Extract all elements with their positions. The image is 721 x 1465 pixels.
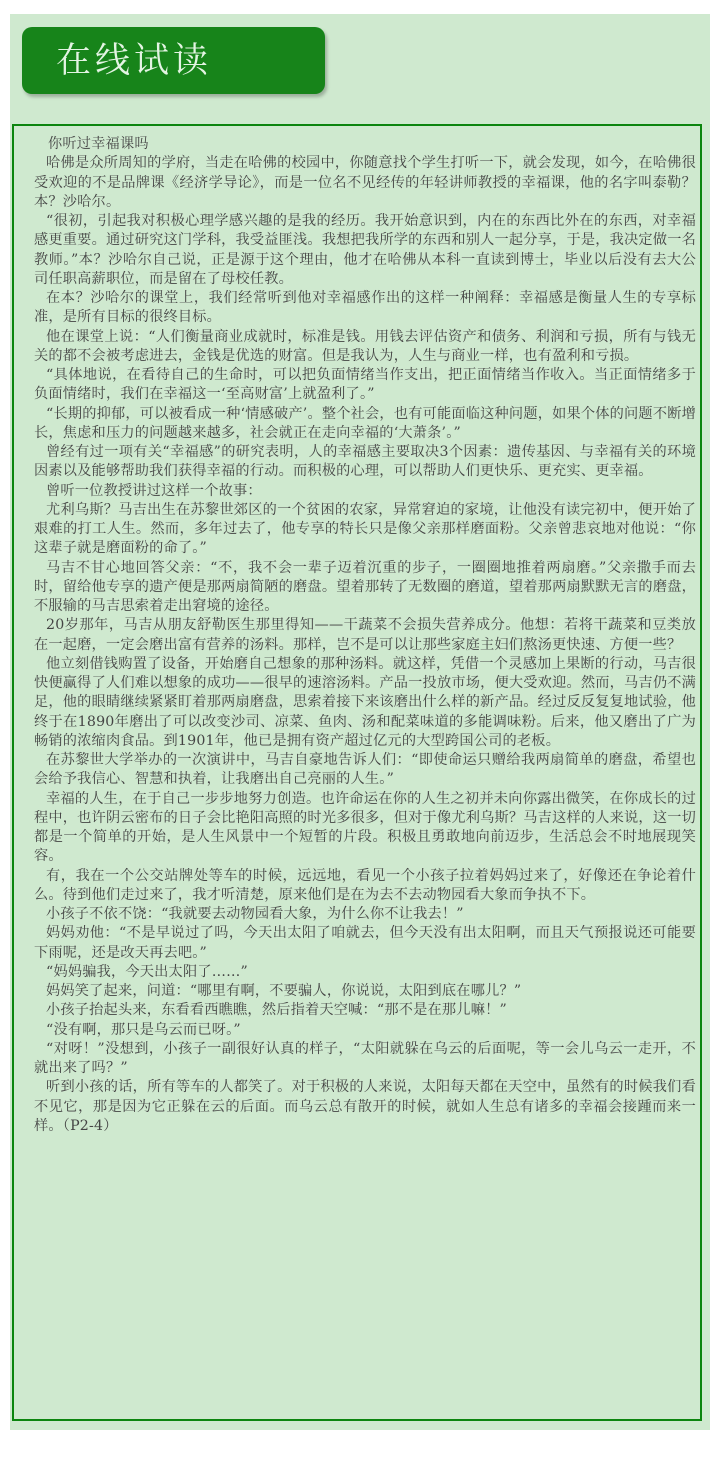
article-paragraph: “没有啊，那只是乌云而已呀。” [46,1021,241,1038]
article-paragraph: “对呀！”没想到，小孩子一副很好认真的样子，“太阳就躲在乌云的后面呢，等一会儿乌云一走开，不就出来了吗？” [34,1040,696,1076]
article-paragraph: “具体地说，在看待自己的生命时，可以把负面情绪当作支出，把正面情绪当作收入。当正面情绪多于负面情绪时，我们在幸福这一‘至高财富’上就盈利了。” [34,367,696,403]
online-reading-banner [22,27,325,94]
article-paragraph: 幸福的人生，在于自己一步步地努力创造。也许命运在你的人生之初并未向你露出微笑，在你成长的过程中，也许阴云密布的日子会比艳阳高照的时光多很多，但对于像尤利乌斯？马吉这样的人来说，这一切都是一个简单的开始，是人生风景中一个短暂的片段。积极且勇敢地向前迈步，生活总会不时地展现笑容。 [34,790,696,865]
article-paragraph: 他在课堂上说：“人们衡量商业成就时，标准是钱。用钱去评估资产和债务、利润和亏损，所有与钱无关的都不会被考虑进去，金钱是优选的财富。但是我认为，人生与商业一样，也有盈利和亏损。 [34,328,696,364]
article-paragraph: 有，我在一个公交站牌处等车的时候，远远地，看见一个小孩子拉着妈妈过来了，好像还在争论着什么。待到他们走过来了，我才听清楚，原来他们是在为去不去动物园看大象而争执不下。 [34,867,696,903]
article-paragraph: “长期的抑郁，可以被看成一种‘情感破产’。整个社会，也有可能面临这种问题，如果个体的问题不断增长，焦虑和压力的问题越来越多，社会就正在走向幸福的‘大萧条’。” [34,405,696,441]
article-paragraph: 尤利乌斯？马吉出生在苏黎世郊区的一个贫困的农家，异常窘迫的家境，让他没有读完初中，便开始了艰难的打工人生。然而，多年过去了，他专享的特长只是像父亲那样磨面粉。父亲曾悲哀地对他说：“你这辈子就是磨面粉的命了。” [34,501,696,557]
article-paragraph: 听到小孩的话，所有等车的人都笑了。对于积极的人来说，太阳每天都在天空中，虽然有的时候我们看不见它，那是因为它正躲在云的后面。而乌云总有散开的时候，就如人生总有诸多的幸福会接踵而来一样。（P2-4） [34,1079,696,1134]
article-paragraph: 20岁那年，马吉从朋友舒勒医生那里得知——干蔬菜不会损失营养成分。他想：若将干蔬菜和豆类放在一起磨，一定会磨出富有营养的汤料。那样，岂不是可以让那些家庭主妇们熬汤更快速、方便一些？ [34,617,696,653]
article-paragraph: 妈妈劝他：“不是早说过了吗，今天出太阳了咱就去，但今天没有出太阳啊，而且天气预报说还可能要下雨呢，还是改天再去吧。” [34,925,696,961]
article-box [12,124,702,1421]
article-paragraph: 你听过幸福课吗 [48,136,149,152]
article-paragraph: 在本？沙哈尔的课堂上，我们经常听到他对幸福感作出的这样一种阐释：幸福感是衡量人生的专享标准，是所有目标的很终目标。 [34,290,696,326]
article-paragraph: 在苏黎世大学举办的一次演讲中，马吉自豪地告诉人们：“即使命运只赠给我两扇简单的磨盘，希望也会给予我信心、智慧和执着，让我磨出自己亮丽的人生。” [34,752,696,788]
article-paragraph: 小孩子不依不饶：“我就要去动物园看大象，为什么你不让我去！” [46,906,464,922]
article-paragraph: 哈佛是众所周知的学府，当走在哈佛的校园中，你随意找个学生打听一下，就会发现，如今，在哈佛很受欢迎的不是品牌课《经济学导论》，而是一位名不见经传的年轻讲师教授的幸福课，他的名字叫泰勒？本？沙哈尔。 [34,155,696,210]
article-paragraph: “很初，引起我对积极心理学感兴趣的是我的经历。我开始意识到，内在的东西比外在的东西，对幸福感更重要。通过研究这门学科，我受益匪浅。我想把我所学的东西和别人一起分享，于是，我决定做一名教师。”本？沙哈尔自己说，正是源于这个理由，他才在哈佛从本科一直读到博士，毕业以后没有去大公司任职高薪职位，而是留在了母校任教。 [34,213,696,287]
banner-title: 在线试读 [56,41,213,81]
article-paragraph: 曾经有过一项有关“幸福感”的研究表明，人的幸福感主要取决3个因素：遗传基因、与幸福有关的环境因素以及能够帮助我们获得幸福的行动。而积极的心理，可以帮助人们更快乐、更充实、更幸福。 [34,444,696,480]
article-paragraph: 曾听一位教授讲过这样一个故事： [46,482,262,499]
article-paragraph: 小孩子抬起头来，东看看西瞧瞧，然后指着天空喊：“那不是在那儿嘛！” [46,1002,507,1019]
article-paragraph: 他立刻借钱购置了设备，开始磨自己想象的那种汤料。就这样，凭借一个灵感加上果断的行动，马吉很快便赢得了人们难以想象的成功——很早的速溶汤料。产品一投放市场，便大受欢迎。然而，马吉仍不满足，他的眼睛继续紧紧盯着那两扇磨盘，思索着接下来该磨出什么样的新产品。经过反反复复地试验，他终于在1890年磨出了可以改变沙司、凉菜、鱼肉、汤和配菜味道的多能调味粉。后来，他又磨出了广为畅销的浓缩肉食品。到1901年，他已是拥有资产超过亿元的大型跨国公司的老板。 [34,655,696,749]
article-paragraph: “妈妈骗我，今天出太阳了……” [46,963,248,980]
article-paragraph: 马吉不甘心地回答父亲：“不，我不会一辈子迈着沉重的步子，一圈圈地推着两扇磨。”父亲撒手而去时，留给他专享的遗产便是那两扇简陋的磨盘。望着那转了无数圈的磨道，望着那两扇默默无言的磨盘，不服输的马吉思索着走出窘境的途径。 [34,559,696,614]
preview-panel [10,14,710,1430]
article-paragraph: 妈妈笑了起来，问道：“哪里有啊，不要骗人，你说说，太阳到底在哪儿？” [46,983,522,999]
